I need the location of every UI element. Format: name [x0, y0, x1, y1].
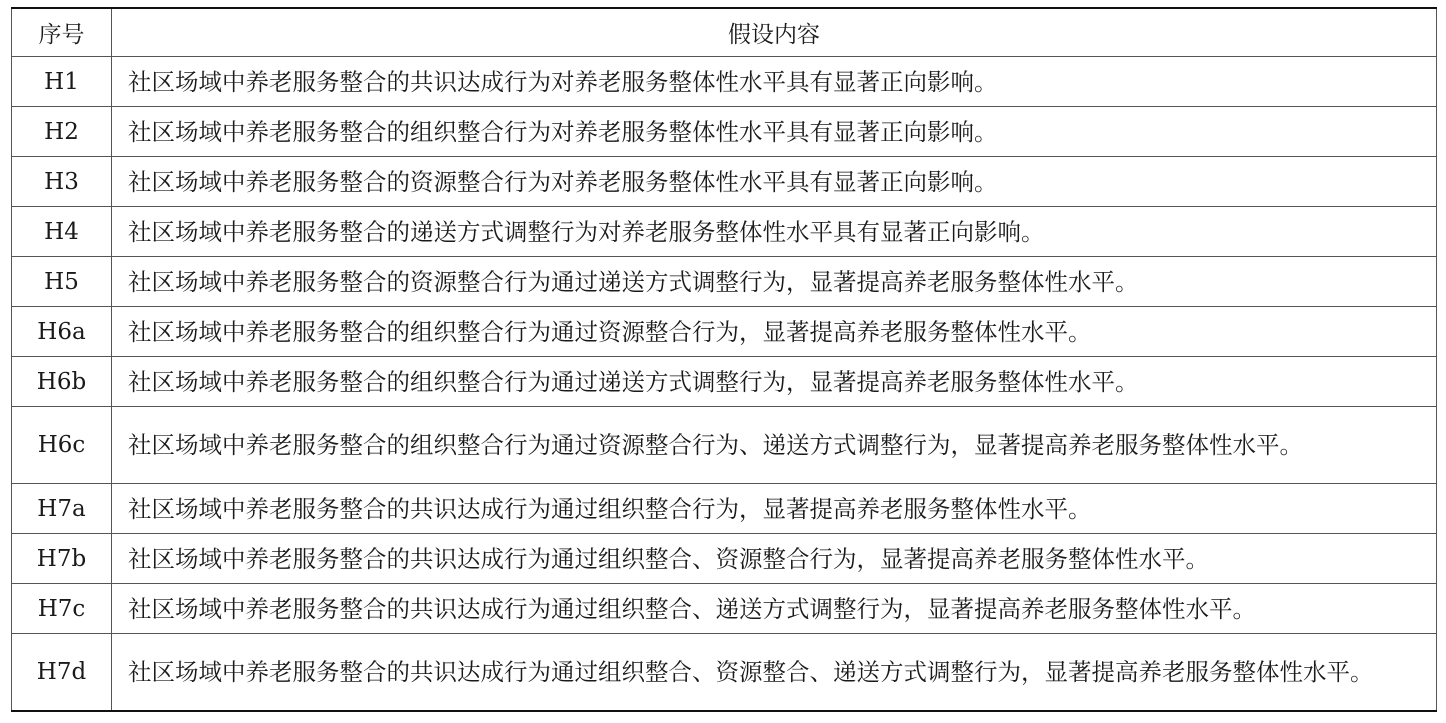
row-text: 社区场域中养老服务整合的共识达成行为通过组织整合、资源整合行为，显著提高养老服务整体性水平。	[112, 534, 1437, 584]
row-text: 社区场域中养老服务整合的组织整合行为通过资源整合行为、递送方式调整行为，显著提高养老服务整体性水平。	[112, 407, 1437, 484]
table-row	[12, 484, 1437, 534]
table-header-row	[12, 8, 1437, 57]
table-row	[12, 207, 1437, 257]
header-content: 假设内容	[112, 8, 1437, 57]
row-id: H1	[12, 57, 112, 107]
row-id: H7b	[12, 534, 112, 584]
row-id: H7a	[12, 484, 112, 534]
row-id: H3	[12, 157, 112, 207]
table-row	[12, 307, 1437, 357]
table-row	[12, 534, 1437, 584]
row-id: H6c	[12, 407, 112, 484]
row-text: 社区场域中养老服务整合的共识达成行为通过组织整合、资源整合、递送方式调整行为，显著提高养老服务整体性水平。	[112, 634, 1437, 712]
table-row	[12, 407, 1437, 484]
table-row	[12, 157, 1437, 207]
table-row	[12, 584, 1437, 634]
row-text: 社区场域中养老服务整合的组织整合行为对养老服务整体性水平具有显著正向影响。	[112, 107, 1437, 157]
row-id: H4	[12, 207, 112, 257]
row-text: 社区场域中养老服务整合的资源整合行为对养老服务整体性水平具有显著正向影响。	[112, 157, 1437, 207]
row-id: H5	[12, 257, 112, 307]
row-id: H7d	[12, 634, 112, 712]
table-row	[12, 107, 1437, 157]
hypothesis-table	[11, 7, 1437, 712]
hypothesis-table-container	[11, 7, 1436, 712]
row-id: H2	[12, 107, 112, 157]
table-row	[12, 357, 1437, 407]
row-text: 社区场域中养老服务整合的递送方式调整行为对养老服务整体性水平具有显著正向影响。	[112, 207, 1437, 257]
row-text: 社区场域中养老服务整合的共识达成行为对养老服务整体性水平具有显著正向影响。	[112, 57, 1437, 107]
table-row	[12, 257, 1437, 307]
row-id: H6a	[12, 307, 112, 357]
row-id: H7c	[12, 584, 112, 634]
table-row	[12, 57, 1437, 107]
row-text: 社区场域中养老服务整合的组织整合行为通过递送方式调整行为，显著提高养老服务整体性水平。	[112, 357, 1437, 407]
row-text: 社区场域中养老服务整合的共识达成行为通过组织整合、递送方式调整行为，显著提高养老服务整体性水平。	[112, 584, 1437, 634]
header-id: 序号	[12, 8, 112, 57]
table-row	[12, 634, 1437, 712]
row-text: 社区场域中养老服务整合的共识达成行为通过组织整合行为，显著提高养老服务整体性水平。	[112, 484, 1437, 534]
row-text: 社区场域中养老服务整合的组织整合行为通过资源整合行为，显著提高养老服务整体性水平。	[112, 307, 1437, 357]
row-id: H6b	[12, 357, 112, 407]
row-text: 社区场域中养老服务整合的资源整合行为通过递送方式调整行为，显著提高养老服务整体性水平。	[112, 257, 1437, 307]
